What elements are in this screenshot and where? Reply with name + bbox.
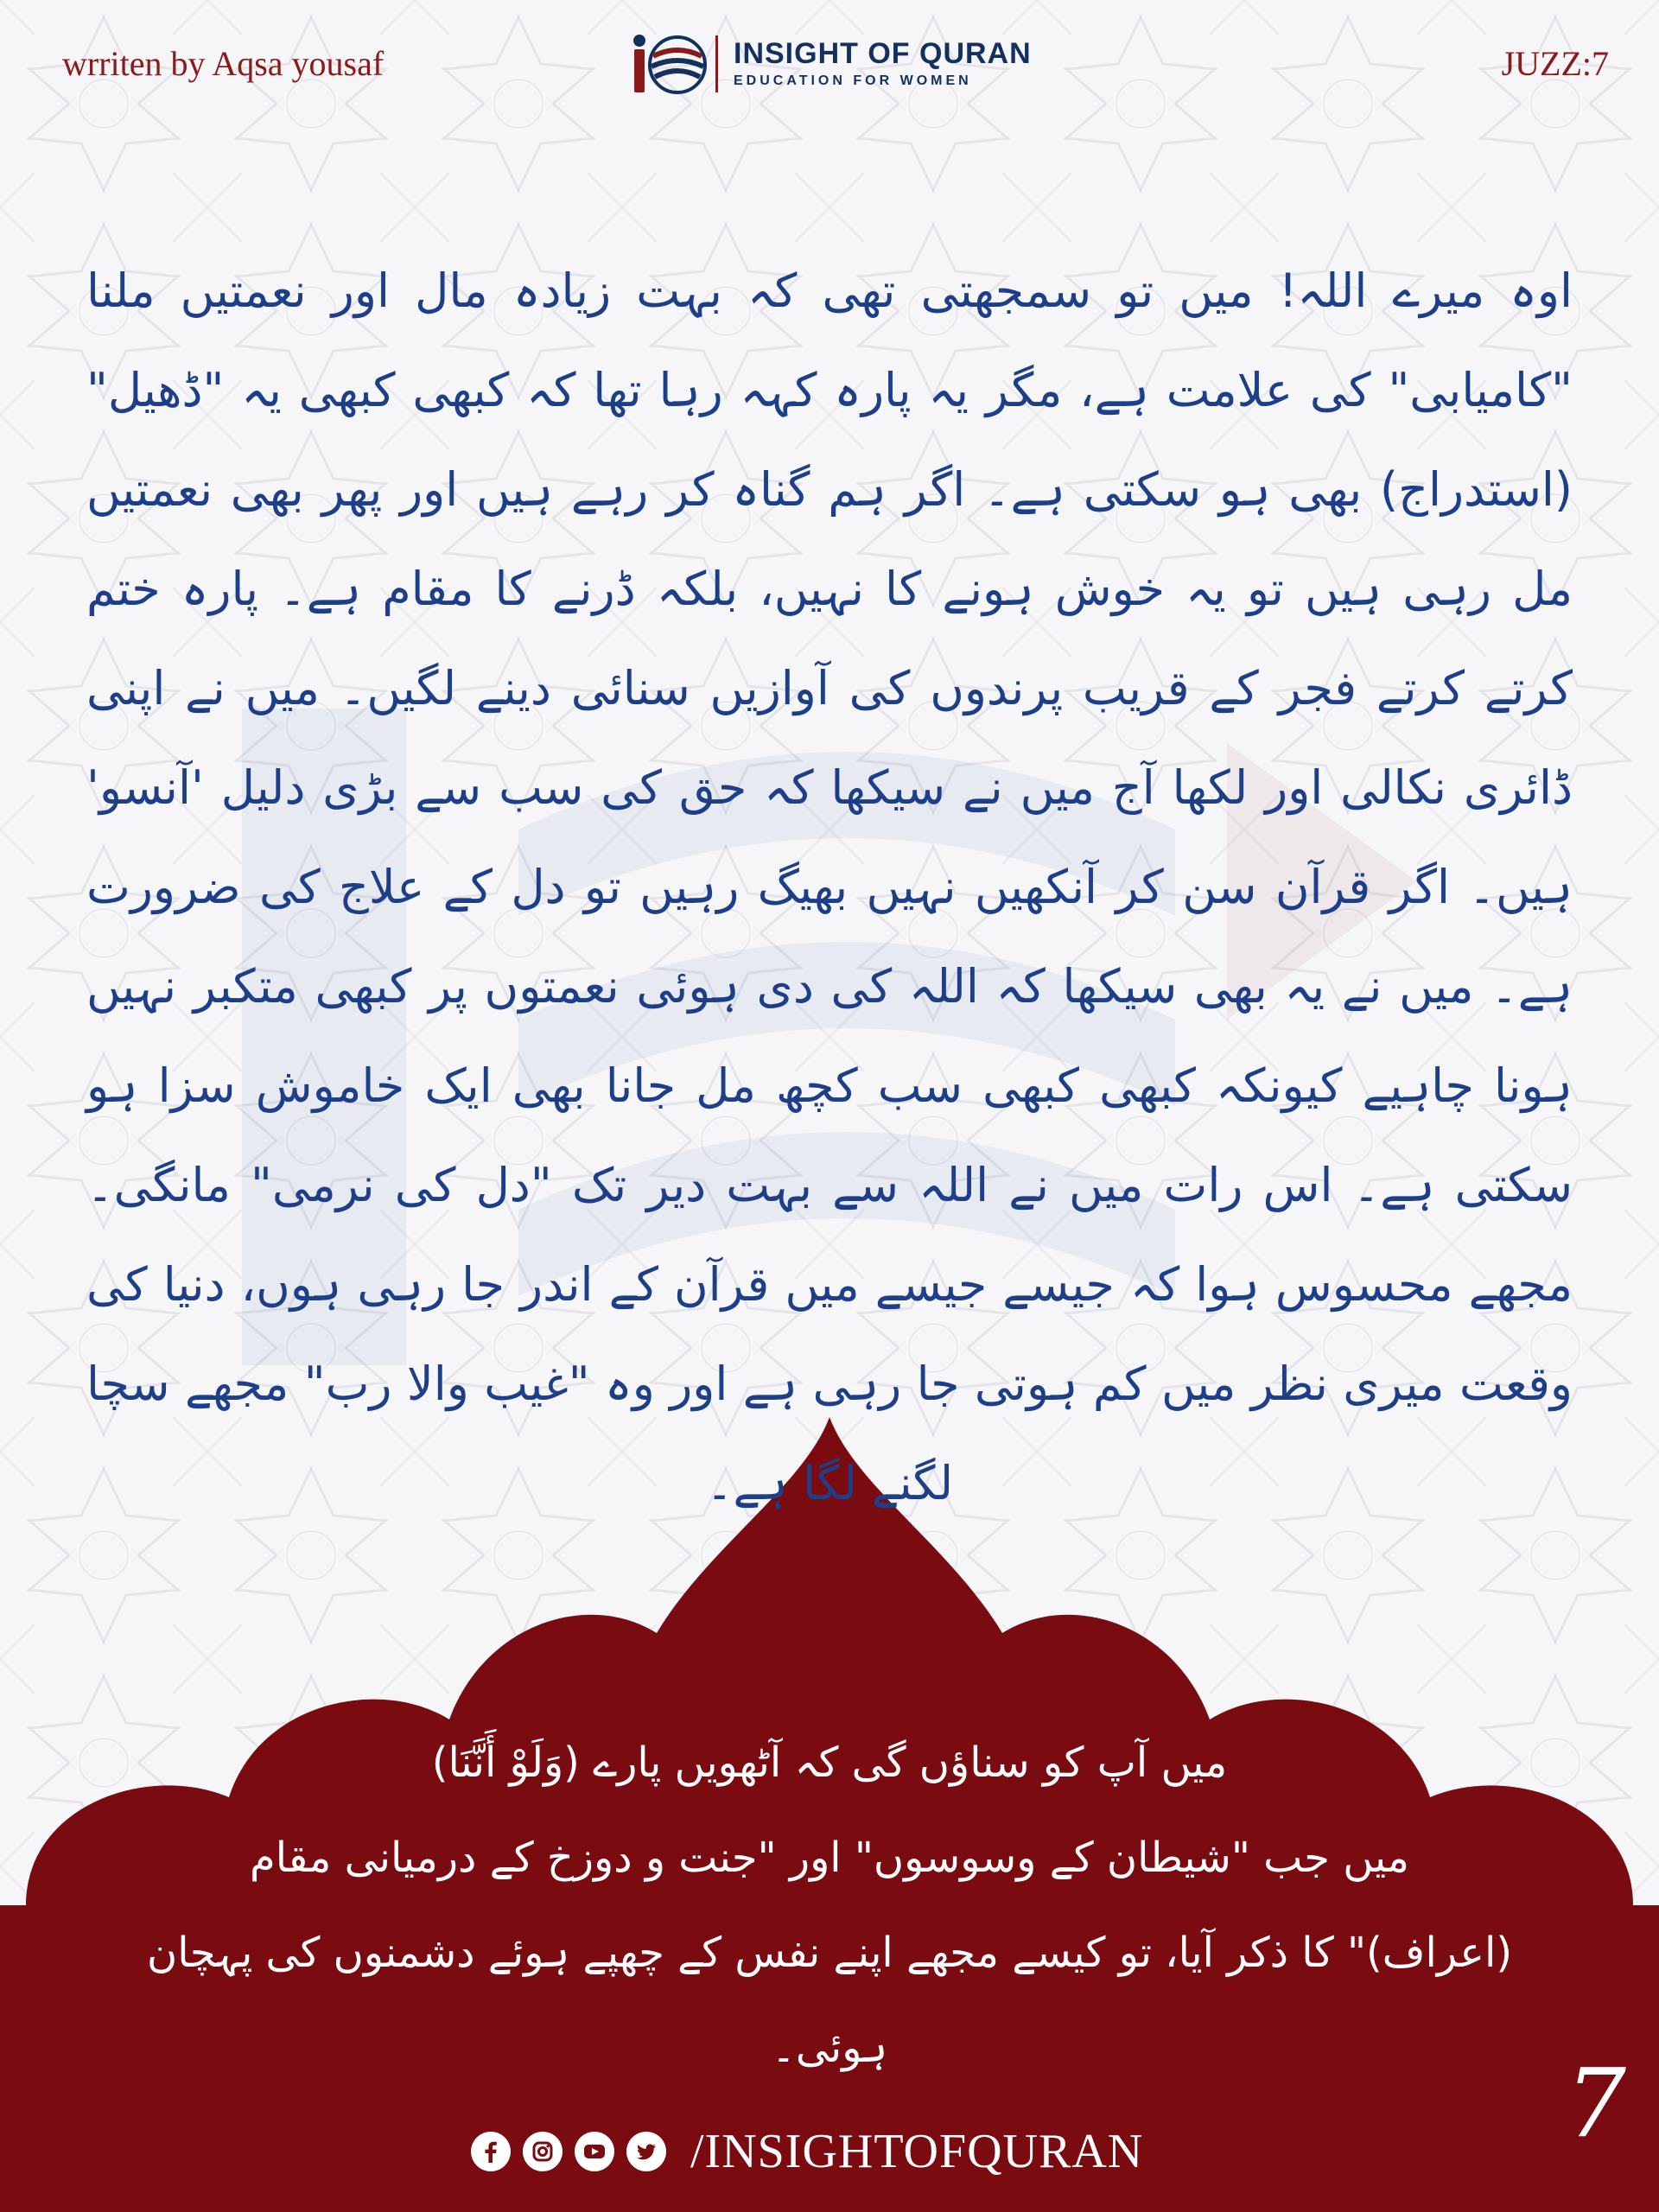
main-paragraph: اوہ میرے اللہ! میں تو سمجھتی تھی کہ بہت زیادہ مال اور نعمتیں ملنا "کامیابی" کی علامت ہے، مگر یہ پارہ کہہ رہا تھا کہ کبھی کبھی یہ "ڈھیل" (استدراج) بھی ہو سکتی ہے۔ اگر ہم گناہ کر رہے ہیں اور پھر بھی نعمتیں مل رہی ہیں تو یہ خوش ہونے کا نہیں، بلکہ ڈرنے کا مقام ہے۔ پارہ ختم کرتے کرتے فجر کے قریب پرندوں کی آوازیں سنائی دینے لگیں۔ میں نے اپنی ڈائری نکالی اور لکھا آج میں نے سیکھا کہ حق کی سب سے بڑی دلیل 'آنسو' ہیں۔ اگر قرآن سن کر آنکھیں نہیں بھیگ رہیں تو دل کے علاج کی ضرورت ہے۔ میں نے یہ بھی سیکھا کہ اللہ کی دی ہوئی نعمتوں پر کبھی متکبر نہیں ہونا چاہیے کیونکہ کبھی کبھی سب کچھ مل جانا بھی ایک خاموش سزا ہو سکتی ہے۔ اس رات میں نے اللہ سے بہت دیر تک "دل کی نرمی" مانگی۔ مجھے محسوس ہوا کہ جیسے جیسے میں قرآن کے اندر جا رہی ہوں، دنیا کی وقعت میری نظر میں کم ہوتی جا رہی ہے اور وہ "غیب والا رب" مجھے سچا لگنے لگا ہے۔ bbox=[86, 264, 1573, 1510]
twitter-icon[interactable] bbox=[626, 2132, 666, 2171]
juzz-label: JUZZ:7 bbox=[1501, 44, 1609, 83]
page-number: 7 bbox=[1566, 2048, 1626, 2158]
brand-logo bbox=[631, 29, 1032, 99]
facebook-icon[interactable] bbox=[471, 2132, 511, 2171]
logo-title: INSIGHT OF QURAN bbox=[734, 37, 1032, 70]
logo-divider bbox=[715, 35, 718, 92]
author-credit: wrriten by Aqsa yousaf bbox=[62, 44, 385, 83]
instagram-icon[interactable] bbox=[523, 2132, 563, 2171]
logo-text bbox=[734, 36, 1032, 92]
banner-line-3: (اعراف)" کا ذکر آیا، تو کیسے مجھے اپنے نفس کے چھپے ہوئے دشمنوں کی پہچان ہوئی۔ bbox=[146, 1929, 1513, 2072]
social-handle[interactable]: /INSIGHTOFQURAN bbox=[690, 2125, 1144, 2178]
header bbox=[0, 0, 1659, 130]
banner-text bbox=[138, 1715, 1521, 2095]
social-footer bbox=[471, 2124, 1143, 2179]
banner-line-1: میں آپ کو سناؤں گی کہ آٹھویں پارے (وَلَوْ أَنَّنَا) bbox=[431, 1738, 1228, 1787]
banner-line-2: میں جب "شیطان کے وسوسوں" اور "جنت و دوزخ کے درمیانی مقام bbox=[250, 1834, 1409, 1882]
youtube-icon[interactable] bbox=[575, 2132, 614, 2171]
logo-subtitle: EDUCATION FOR WOMEN bbox=[734, 73, 972, 88]
logo-mark-icon bbox=[631, 30, 709, 98]
